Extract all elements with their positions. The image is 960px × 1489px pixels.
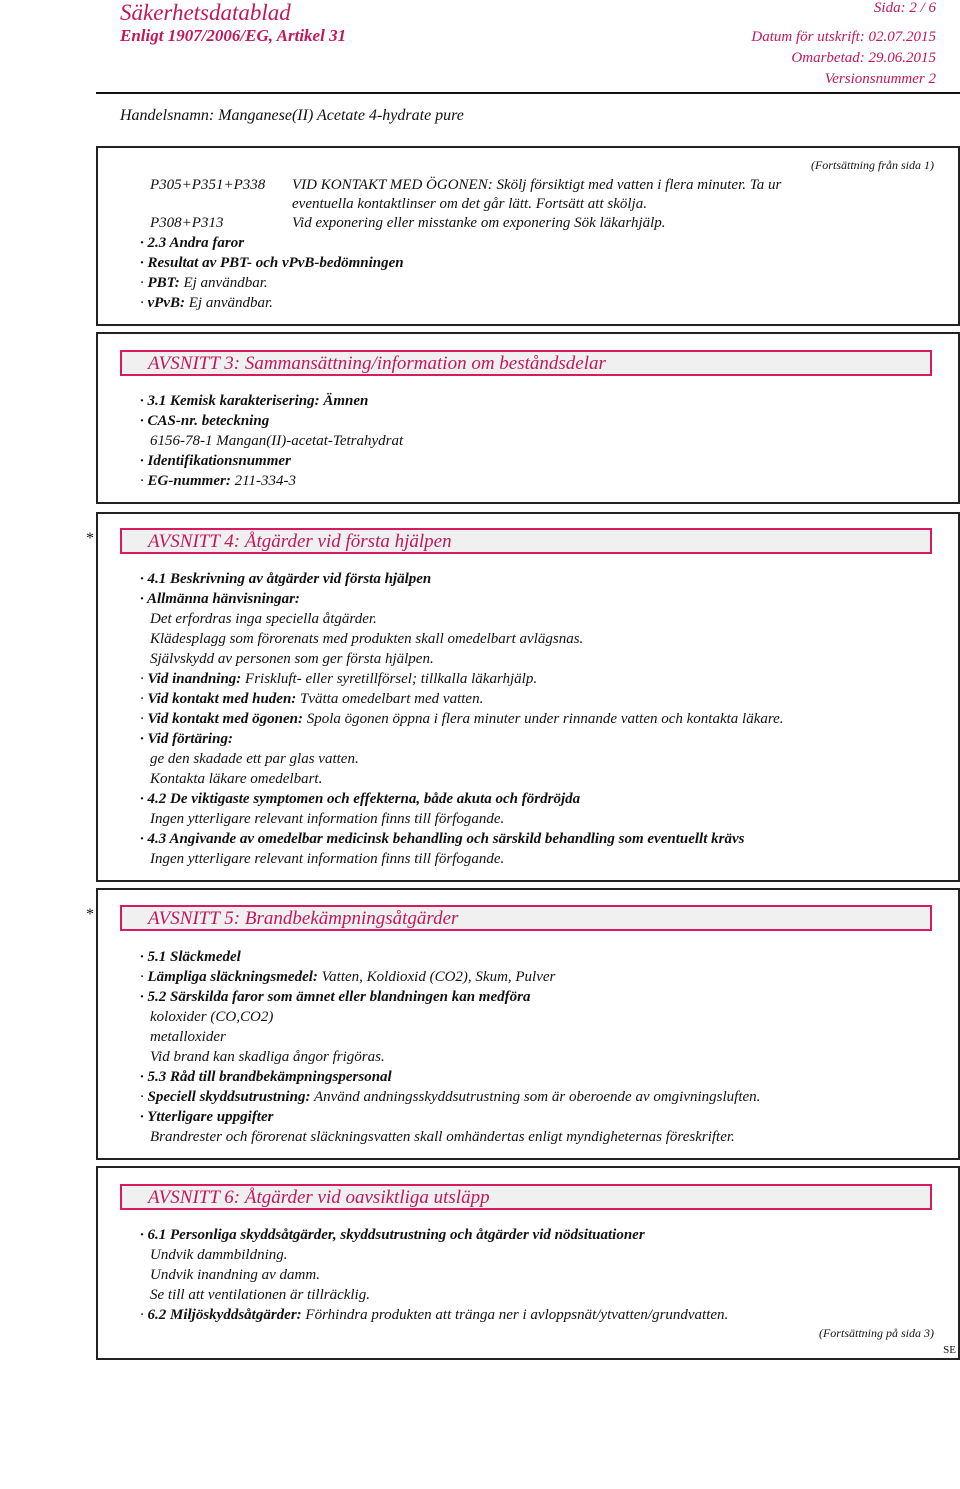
s52-1: koloxider (CO,CO2)	[150, 1009, 274, 1025]
inhalation-row: · Vid inandning: Friskluft- eller syretillförsel; tillkalla läkarhjälp.	[140, 671, 538, 687]
other-hazards-label: 2.3 Andra faror	[147, 235, 245, 251]
s61-label: 6.1 Personliga skyddsåtgärder, skyddsutrustning och åtgärder vid nödsituationer	[147, 1227, 645, 1243]
p305-text-2: eventuella kontaktlinser om det går lätt. Fortsätt att skölja.	[292, 196, 647, 212]
trade-name: Handelsnamn: Manganese(II) Acetate 4-hydrate pure	[120, 107, 464, 124]
chem-char: · 3.1 Kemisk karakterisering: Ämnen	[140, 393, 369, 409]
language-code: SE	[943, 1344, 956, 1356]
pbt-value: Ej användbar.	[183, 275, 268, 291]
eg-label: EG-nummer:	[147, 473, 231, 489]
vpvb-label: vPvB:	[147, 295, 185, 311]
s43-text: Ingen ytterligare relevant information finns till förfogande.	[150, 851, 505, 867]
s53-label: 5.3 Råd till brandbekämpningspersonal	[147, 1069, 392, 1085]
section-3-title: AVSNITT 3: Sammansättning/information om beståndsdelar	[148, 353, 606, 374]
revised-date: Omarbetad: 29.06.2015	[791, 50, 936, 66]
continued-on: (Fortsättning på sida 3)	[818, 1326, 934, 1340]
pbt-row: · PBT: Ej användbar.	[140, 275, 268, 291]
section-5-title: AVSNITT 5: Brandbekämpningsåtgärder	[148, 908, 459, 929]
eye-row: · Vid kontakt med ögonen: Spola ögonen öppna i flera minuter under rinnande vatten och kontakta läkare.	[140, 711, 784, 727]
ingestion-2: Kontakta läkare omedelbart.	[150, 771, 323, 787]
s61-heading: · 6.1 Personliga skyddsåtgärder, skyddsutrustning och åtgärder vid nödsituationer	[140, 1227, 645, 1243]
general-1: Det erfordras inga speciella åtgärder.	[150, 611, 377, 627]
p305-code: P305+P351+P338	[150, 177, 266, 193]
general-label: Allmänna hänvisningar:	[146, 591, 300, 607]
page-number: Sida: 2 / 6	[873, 0, 936, 16]
section-3-title-bar	[120, 350, 932, 376]
s62-row: · 6.2 Miljöskyddsåtgärder: Förhindra produkten att tränga ner i avloppsnät/ytvatten/grundvatten.	[140, 1307, 729, 1323]
s43-label: 4.3 Angivande av omedelbar medicinsk behandling och särskild behandling som eventuellt krävs	[147, 831, 745, 847]
suitable-media-text: Vatten, Koldioxid (CO2), Skum, Pulver	[321, 969, 556, 985]
eg-row: · EG-nummer: 211-334-3	[140, 473, 296, 489]
pbt-label: PBT:	[147, 275, 180, 291]
s51-heading: · 5.1 Släckmedel	[140, 949, 241, 965]
s42-heading: · 4.2 De viktigaste symptomen och effekterna, både akuta och fördröjda	[140, 791, 581, 807]
section-6-title-bar	[120, 1184, 932, 1210]
pbt-result-label: Resultat av PBT- och vPvB-bedömningen	[147, 255, 404, 271]
s61-1: Undvik dammbildning.	[150, 1247, 288, 1263]
ingestion-label: Vid förtäring:	[147, 731, 233, 747]
section-4-title-bar	[120, 528, 932, 554]
header-divider	[96, 92, 960, 94]
more-info-label: Ytterligare uppgifter	[147, 1109, 274, 1125]
general-3: Självskydd av personen som ger första hjälpen.	[150, 651, 434, 667]
skin-text: Tvätta omedelbart med vatten.	[300, 691, 484, 707]
cas-value: 6156-78-1 Mangan(II)-acetat-Tetrahydrat	[150, 433, 404, 449]
other-hazards-heading: · 2.3 Andra faror	[140, 235, 245, 251]
more-info-heading: · Ytterligare uppgifter	[140, 1109, 274, 1125]
cas-label: CAS-nr. beteckning	[147, 413, 270, 429]
s41-heading: · 4.1 Beskrivning av åtgärder vid första hjälpen	[140, 571, 432, 587]
ident-label: Identifikationsnummer	[147, 453, 291, 469]
s52-3: Vid brand kan skadliga ångor frigöras.	[150, 1049, 385, 1065]
ingestion-heading: · Vid förtäring:	[140, 731, 233, 747]
ppe-text: Använd andningsskyddsutrustning som är oberoende av omgivningsluften.	[313, 1089, 761, 1105]
section-6-title: AVSNITT 6: Åtgärder vid oavsiktliga utsläpp	[148, 1187, 490, 1208]
s62-text: Förhindra produkten att tränga ner i avloppsnät/ytvatten/grundvatten.	[305, 1307, 729, 1323]
eye-label: Vid kontakt med ögonen:	[147, 711, 303, 727]
suitable-media-row: · Lämpliga släckningsmedel: Vatten, Koldioxid (CO2), Skum, Pulver	[140, 969, 556, 985]
pbt-result-heading: · Resultat av PBT- och vPvB-bedömningen	[140, 255, 404, 271]
s42-label: 4.2 De viktigaste symptomen och effekterna, både akuta och fördröjda	[147, 791, 581, 807]
s43-heading: · 4.3 Angivande av omedelbar medicinsk behandling och särskild behandling som eventuellt krävs	[140, 831, 745, 847]
eye-text: Spola ögonen öppna i flera minuter under rinnande vatten och kontakta läkare.	[306, 711, 784, 727]
s52-label: 5.2 Särskilda faror som ämnet eller blandningen kan medföra	[147, 989, 531, 1005]
section-4-title: AVSNITT 4: Åtgärder vid första hjälpen	[148, 531, 452, 552]
s61-2: Undvik inandning av damm.	[150, 1267, 320, 1283]
regulation-subtitle: Enligt 1907/2006/EG, Artikel 31	[120, 26, 347, 45]
p308-text: Vid exponering eller misstanke om exponering Sök läkarhjälp.	[292, 215, 666, 231]
s53-heading: · 5.3 Råd till brandbekämpningspersonal	[140, 1069, 392, 1085]
change-marker: *	[86, 906, 94, 923]
version-number: Versionsnummer 2	[824, 71, 936, 87]
section-5-title-bar	[120, 905, 932, 931]
change-marker: *	[86, 530, 94, 547]
ident-heading: · Identifikationsnummer	[140, 453, 291, 469]
s52-2: metalloxider	[150, 1029, 226, 1045]
general-heading: · Allmänna hänvisningar:	[140, 591, 300, 607]
s41-label: 4.1 Beskrivning av åtgärder vid första hjälpen	[147, 571, 432, 587]
continued-from: (Fortsättning från sida 1)	[810, 158, 934, 172]
vpvb-row: · vPvB: Ej användbar.	[140, 295, 273, 311]
s61-3: Se till att ventilationen är tillräcklig.	[150, 1287, 370, 1303]
s51-label: 5.1 Släckmedel	[147, 949, 241, 965]
skin-row: · Vid kontakt med huden: Tvätta omedelbart med vatten.	[140, 691, 484, 707]
document-title: Säkerhetsdatablad	[120, 0, 291, 25]
skin-label: Vid kontakt med huden:	[147, 691, 297, 707]
s52-heading: · 5.2 Särskilda faror som ämnet eller blandningen kan medföra	[140, 989, 531, 1005]
p308-code: P308+P313	[150, 215, 224, 231]
s42-text: Ingen ytterligare relevant information finns till förfogande.	[150, 811, 505, 827]
more-info-text: Brandrester och förorenat släckningsvatten skall omhändertas enligt myndigheternas föreskrifter.	[150, 1129, 735, 1145]
ppe-row: · Speciell skyddsutrustning: Använd andningsskyddsutrustning som är oberoende av omgivningsluften.	[140, 1089, 761, 1105]
s62-label: 6.2 Miljöskyddsåtgärder:	[147, 1307, 302, 1323]
ppe-label: Speciell skyddsutrustning:	[147, 1089, 311, 1105]
suitable-media-label: Lämpliga släckningsmedel:	[147, 969, 318, 985]
inhalation-label: Vid inandning:	[147, 671, 242, 687]
eg-value: 211-334-3	[234, 473, 296, 489]
inhalation-text: Friskluft- eller syretillförsel; tillkalla läkarhjälp.	[245, 671, 538, 687]
chem-char-label: 3.1 Kemisk karakterisering: Ämnen	[147, 393, 369, 409]
general-2: Klädesplagg som förorenats med produkten skall omedelbart avlägsnas.	[150, 631, 584, 647]
ingestion-1: ge den skadade ett par glas vatten.	[150, 751, 359, 767]
vpvb-value: Ej användbar.	[188, 295, 273, 311]
print-date: Datum för utskrift: 02.07.2015	[751, 29, 936, 45]
cas-heading: · CAS-nr. beteckning	[140, 413, 270, 429]
p305-text: VID KONTAKT MED ÖGONEN: Skölj försiktigt med vatten i flera minuter. Ta ur	[292, 177, 782, 193]
